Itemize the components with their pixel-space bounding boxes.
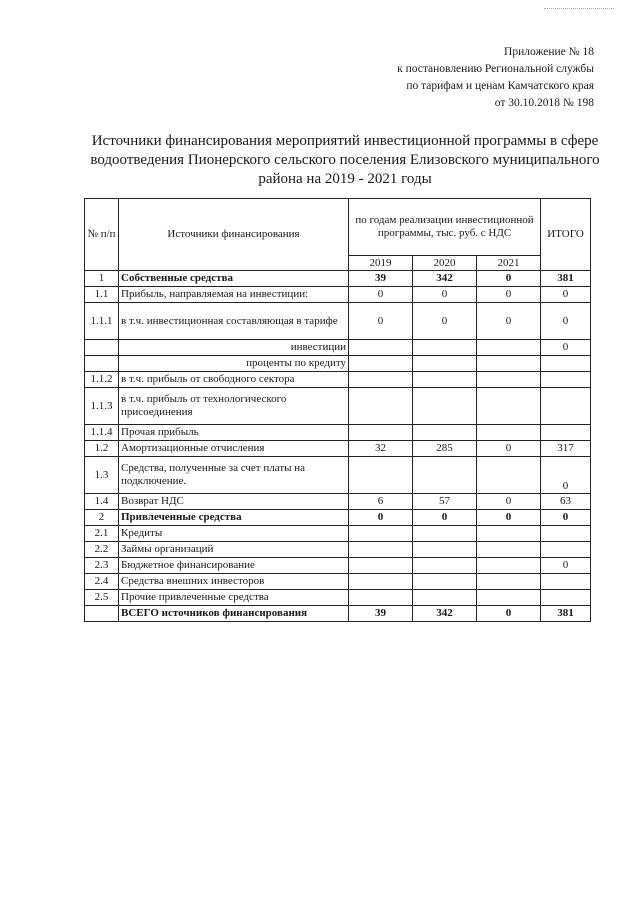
table-row <box>85 425 591 441</box>
row-name: Возврат НДС <box>119 494 349 510</box>
table-row <box>85 558 591 574</box>
row-name: Прочие привлеченные средства <box>119 590 349 606</box>
value-2020 <box>413 340 477 356</box>
row-num: 2.3 <box>85 558 119 574</box>
row-num: 1.1.4 <box>85 425 119 441</box>
value-2020: 342 <box>413 606 477 622</box>
value-total: 381 <box>541 606 591 622</box>
value-2021 <box>477 526 541 542</box>
value-2021: 0 <box>477 441 541 457</box>
value-2020 <box>413 574 477 590</box>
row-num: 1.1.1 <box>85 303 119 340</box>
value-2020: 342 <box>413 271 477 287</box>
value-total <box>541 574 591 590</box>
table-row <box>85 287 591 303</box>
value-total: 0 <box>541 457 591 494</box>
row-name: Собственные средства <box>119 271 349 287</box>
value-2019 <box>349 590 413 606</box>
appendix-line-4: от 30.10.2018 № 198 <box>494 97 594 109</box>
value-2021: 0 <box>477 494 541 510</box>
row-name: Прочая прибыль <box>119 425 349 441</box>
table-row <box>85 457 591 494</box>
row-num: 1.1 <box>85 287 119 303</box>
table-row <box>85 303 591 340</box>
value-2021 <box>477 372 541 388</box>
table-row <box>85 372 591 388</box>
value-total <box>541 356 591 372</box>
value-total <box>541 388 591 425</box>
value-2019 <box>349 388 413 425</box>
value-2020 <box>413 590 477 606</box>
value-2021: 0 <box>477 287 541 303</box>
table-row <box>85 574 591 590</box>
value-total <box>541 425 591 441</box>
table-row <box>85 271 591 287</box>
appendix-header <box>397 44 594 112</box>
row-num: 2 <box>85 510 119 526</box>
value-total: 317 <box>541 441 591 457</box>
row-num: 2.1 <box>85 526 119 542</box>
row-name: Привлеченные средства <box>119 510 349 526</box>
value-2019 <box>349 340 413 356</box>
title-line-2: водоотведения Пионерского сельского поселения Елизовского муниципального <box>90 152 600 168</box>
value-2020: 0 <box>413 287 477 303</box>
value-2019: 6 <box>349 494 413 510</box>
title-line-3: района на 2019 - 2021 годы <box>258 171 432 187</box>
header-year: 2019 <box>349 256 413 271</box>
row-name: Средства, полученные за счет платы на подключение. <box>119 457 349 494</box>
row-num: 1.1.3 <box>85 388 119 425</box>
document-title <box>80 132 610 189</box>
value-2019 <box>349 356 413 372</box>
value-2020: 0 <box>413 303 477 340</box>
table-row-total <box>85 606 591 622</box>
value-2021 <box>477 425 541 441</box>
row-name: Кредиты <box>119 526 349 542</box>
appendix-line-2: к постановлению Региональной службы <box>397 63 594 75</box>
value-2019 <box>349 526 413 542</box>
table-row <box>85 441 591 457</box>
value-2020: 0 <box>413 510 477 526</box>
row-num: 2.5 <box>85 590 119 606</box>
value-total: 0 <box>541 510 591 526</box>
row-name: в т.ч. прибыль от свободного сектора <box>119 372 349 388</box>
row-name: Средства внешних инвесторов <box>119 574 349 590</box>
row-num: 1.4 <box>85 494 119 510</box>
row-name: ВСЕГО источников финансирования <box>119 606 349 622</box>
value-total <box>541 526 591 542</box>
value-2019: 0 <box>349 510 413 526</box>
table-row <box>85 388 591 425</box>
value-2021 <box>477 340 541 356</box>
value-2020 <box>413 425 477 441</box>
value-2019 <box>349 425 413 441</box>
value-2020 <box>413 558 477 574</box>
row-num <box>85 606 119 622</box>
value-2020 <box>413 457 477 494</box>
value-2019: 0 <box>349 303 413 340</box>
value-total <box>541 542 591 558</box>
value-2020 <box>413 372 477 388</box>
value-2020: 285 <box>413 441 477 457</box>
row-name: Прибыль, направляемая на инвестиции: <box>119 287 349 303</box>
value-2020 <box>413 356 477 372</box>
value-2020 <box>413 542 477 558</box>
value-total <box>541 590 591 606</box>
value-2019: 0 <box>349 287 413 303</box>
row-num: 1.1.2 <box>85 372 119 388</box>
financing-table <box>84 198 591 622</box>
value-total: 63 <box>541 494 591 510</box>
header-by-years: по годам реализации инвестиционной программы, тыс. руб. с НДС <box>349 199 541 256</box>
value-2021 <box>477 356 541 372</box>
header-source: Источники финансирования <box>119 199 349 271</box>
value-2021 <box>477 388 541 425</box>
header-total: ИТОГО <box>541 199 591 271</box>
header-year: 2021 <box>477 256 541 271</box>
value-2019 <box>349 542 413 558</box>
row-num: 1.3 <box>85 457 119 494</box>
scan-artifact <box>544 8 614 10</box>
row-name: инвестиции <box>119 340 349 356</box>
value-2020: 57 <box>413 494 477 510</box>
row-num <box>85 340 119 356</box>
table-row <box>85 590 591 606</box>
value-2019: 32 <box>349 441 413 457</box>
table-row <box>85 542 591 558</box>
appendix-line-1: Приложение № 18 <box>504 46 594 58</box>
row-num: 1.2 <box>85 441 119 457</box>
value-2021: 0 <box>477 271 541 287</box>
value-2021 <box>477 590 541 606</box>
row-name: Амортизационные отчисления <box>119 441 349 457</box>
value-2021 <box>477 558 541 574</box>
appendix-line-3: по тарифам и ценам Камчатского края <box>406 80 594 92</box>
table-row <box>85 356 591 372</box>
header-num: № п/п <box>85 199 119 271</box>
value-2021 <box>477 457 541 494</box>
value-2021 <box>477 574 541 590</box>
row-num: 2.4 <box>85 574 119 590</box>
value-total <box>541 372 591 388</box>
table-row <box>85 494 591 510</box>
row-num: 2.2 <box>85 542 119 558</box>
row-num <box>85 356 119 372</box>
value-2019 <box>349 574 413 590</box>
row-name: проценты по кредиту <box>119 356 349 372</box>
row-name: Бюджетное финансирование <box>119 558 349 574</box>
title-line-1: Источники финансирования мероприятий инвестиционной программы в сфере <box>91 133 599 149</box>
value-2021: 0 <box>477 606 541 622</box>
value-total: 0 <box>541 558 591 574</box>
value-2020 <box>413 526 477 542</box>
value-total: 0 <box>541 340 591 356</box>
row-name: Займы организаций <box>119 542 349 558</box>
value-2021: 0 <box>477 303 541 340</box>
table-row <box>85 526 591 542</box>
value-2019: 39 <box>349 606 413 622</box>
value-2019: 39 <box>349 271 413 287</box>
value-2019 <box>349 558 413 574</box>
row-num: 1 <box>85 271 119 287</box>
value-2019 <box>349 457 413 494</box>
value-2019 <box>349 372 413 388</box>
row-name: в т.ч. инвестиционная составляющая в тарифе <box>119 303 349 340</box>
row-name: в т.ч. прибыль от технологического присоединения <box>119 388 349 425</box>
value-2021 <box>477 542 541 558</box>
header-year: 2020 <box>413 256 477 271</box>
value-total: 0 <box>541 303 591 340</box>
table-row <box>85 340 591 356</box>
value-total: 0 <box>541 287 591 303</box>
value-2021: 0 <box>477 510 541 526</box>
value-total: 381 <box>541 271 591 287</box>
value-2020 <box>413 388 477 425</box>
table-row <box>85 510 591 526</box>
